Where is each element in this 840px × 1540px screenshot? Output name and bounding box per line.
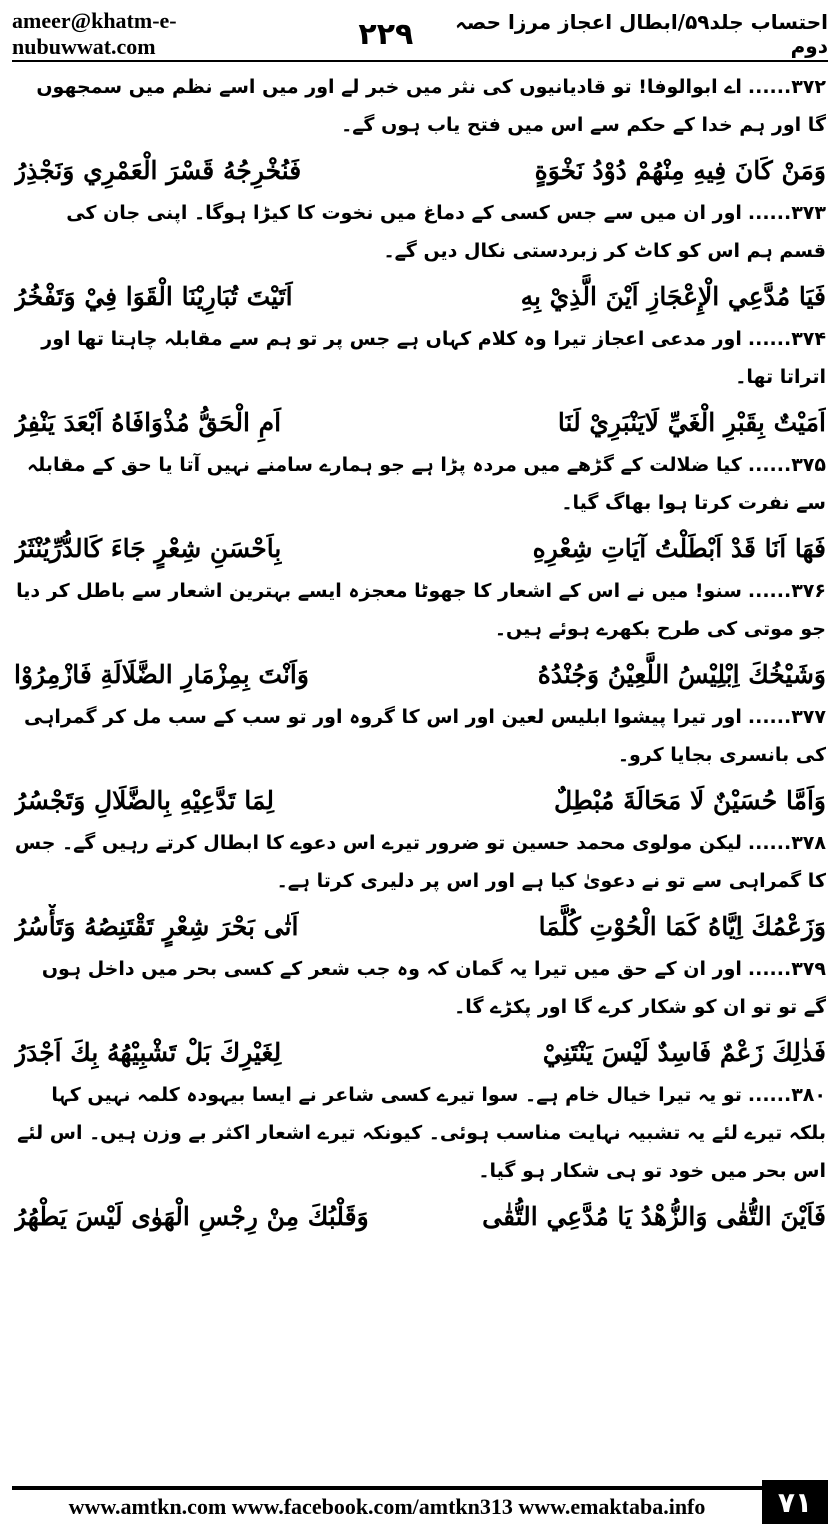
urdu-translation <box>14 1076 826 1190</box>
verse-first-hemistich: وَاَمَّا حُسَيْنٌ لَا مَحَالَةَ مُبْطِلٌ <box>554 786 826 815</box>
verse-number: ۳۷۷...... <box>747 706 826 728</box>
verse-second-hemistich: اَتٰى بَحْرَ شِعْرٍ تَقْتَنِصُهُ وَتَأْسُرُ <box>14 912 299 941</box>
urdu-translation <box>14 446 826 522</box>
arabic-verse <box>14 904 826 950</box>
verse-number: ۳۷۵...... <box>747 454 826 476</box>
verse-block <box>14 148 826 270</box>
verse-number: ۳۷۴...... <box>747 328 826 350</box>
verse-second-hemistich: وَقَلْبُكَ مِنْ رِجْسِ الْهَوٰى لَيْسَ يَطْهُرُ <box>14 1202 369 1231</box>
verse-block <box>14 1194 826 1240</box>
translation-text: اور تیرا پیشوا ابلیس لعین اور اس کا گروہ اور تو سب کے سب مل کر گمراہی کی بانسری بجایا کرو۔ <box>24 706 826 766</box>
arabic-verse <box>14 148 826 194</box>
verse-block <box>14 274 826 396</box>
translation-text: تو یہ تیرا خیال خام ہے۔ سوا تیرے کسی شاعر نے ایسا بیہودہ کلمہ نہیں کہا بلکہ تیرے لئے یہ تشبیہ نہایت مناسب ہوئی۔ کیونکہ تیرے اشعار اکثر بے وزن ہیں۔ اس لئے اس بحر میں خود تو ہی شکار ہو گیا۔ <box>17 1084 826 1182</box>
urdu-translation <box>14 572 826 648</box>
verse-second-hemistich: لِمَا تَدَّعِيْهِ بِالضَّلَالِ وَتَجْسُرُ <box>14 786 274 815</box>
translation-text: اور مدعی اعجاز تیرا وہ کلام کہاں ہے جس پر تو ہم سے مقابلہ چاہتا تھا اور اتراتا تھا۔ <box>41 328 826 388</box>
verse-number: ۳۷۲...... <box>747 76 826 98</box>
verse-number: ۳۷۸...... <box>747 832 826 854</box>
verse-first-hemistich: وَمَنْ كَانَ فِيهِ مِنْهُمْ دُوْدُ نَخْوَةٍ <box>534 156 826 185</box>
verse-first-hemistich: فَيَا مُدَّعِي الْإِعْجَازِ اَيْنَ الَّذِيْ بِهِ <box>520 282 826 311</box>
verse-first-hemistich: فَاَيْنَ التُّقٰى وَالزُّهْدُ يَا مُدَّعِي التُّقٰى <box>482 1202 826 1231</box>
page-header <box>12 8 828 59</box>
verse-second-hemistich: بِاَحْسَنِ شِعْرٍ جَاءَ كَالدُّرِّيُنْثَرُ <box>14 534 282 563</box>
verse-first-hemistich: فَذٰلِكَ زَعْمٌ فَاسِدٌ لَيْسَ يَنْتَنِيْ <box>542 1038 826 1067</box>
footer-links[interactable]: www.amtkn.com www.facebook.com/amtkn313 www.emaktaba.info <box>68 1494 706 1519</box>
translation-text: اور ان کے حق میں تیرا یہ گمان کہ وہ جب شعر کے کسی بحر میں داخل ہوں گے تو تو ان کو شکار کرے گا اور پکڑے گا۔ <box>41 958 826 1018</box>
urdu-translation <box>14 824 826 900</box>
header-page-number: ۲۲۹ <box>358 16 414 52</box>
urdu-translation <box>14 320 826 396</box>
urdu-translation <box>14 68 826 144</box>
translation-text: اے ابوالوفا! تو قادیانیوں کی نثر میں خبر لے اور میں اسے نظم میں سمجھوں گا اور ہم خدا کے حکم سے اس میں فتح یاب ہوں گے۔ <box>36 76 826 136</box>
arabic-verse <box>14 1030 826 1076</box>
page-content <box>14 68 826 1468</box>
verse-block <box>14 652 826 774</box>
verse-first-hemistich: اَمَيْتٌ بِقَبْرِ الْغَيِّ لَايَنْبَرِيْ لَنَا <box>557 408 826 437</box>
header-book-title: احتساب جلد۵۹/ابطال اعجاز مرزا حصہ دوم <box>455 10 828 58</box>
verse-first-hemistich: وَشَيْخُكَ اِبْلِيْسُ اللَّعِيْنُ وَجُنْدُهُ <box>537 660 826 689</box>
urdu-translation <box>14 698 826 774</box>
verse-block <box>14 1030 826 1190</box>
verse-block <box>14 526 826 648</box>
verse-second-hemistich: فَنُخْرِجُهُ قَسْرَ الْعَمْرِي وَنَجْذِرُ <box>14 156 302 185</box>
verse-second-hemistich: اَمِ الْحَقُّ مُذْوَافَاهُ اَبْعَدَ يَنْفِرُ <box>14 408 282 437</box>
verse-block <box>14 400 826 522</box>
translation-text: اور ان میں سے جس کسی کے دماغ میں نخوت کا کیڑا ہوگا۔ اپنی جان کی قسم ہم اس کو کاٹ کر زبردستی نکال دیں گے۔ <box>66 202 826 262</box>
verse-number: ۳۸۰...... <box>747 1084 826 1106</box>
translation-text: لیکن مولوی محمد حسین تو ضرور تیرے اس دعوے کا ابطال کرتے رہیں گے۔ جس کا گمراہی سے تو نے دعویٰ کیا ہے اور اس پر دلیری کرتا ہے۔ <box>14 832 826 892</box>
arabic-verse <box>14 274 826 320</box>
arabic-verse <box>14 526 826 572</box>
footer-bar <box>12 1480 762 1524</box>
verse-block <box>14 778 826 900</box>
page-footer <box>12 1480 828 1524</box>
urdu-translation <box>14 950 826 1026</box>
translation-text: سنو! میں نے اس کے اشعار کا جھوٹا معجزہ ایسے بہترین اشعار سے باطل کر دیا جو موتی کی طرح بکھرے ہوئے ہیں۔ <box>16 580 826 640</box>
arabic-verse <box>14 778 826 824</box>
arabic-verse <box>14 1194 826 1240</box>
verse-block <box>14 904 826 1026</box>
verse-first-hemistich: فَهَا اَنَا قَدْ اَبْطَلْتُ آيَاتِ شِعْرِهِ <box>532 534 826 563</box>
verse-number: ۳۷۶...... <box>747 580 826 602</box>
verse-second-hemistich: لِغَيْرِكَ بَلْ تَشْبِيْهُهُ بِكَ اَجْدَرُ <box>14 1038 282 1067</box>
urdu-translation <box>14 194 826 270</box>
arabic-verse <box>14 652 826 698</box>
verse-number: ۳۷۹...... <box>747 958 826 980</box>
translation-text: کیا ضلالت کے گڑھے میں مردہ پڑا ہے جو ہمارے سامنے نہیں آتا یا حق کے مقابلہ سے نفرت کرتا ہوا بھاگ گیا۔ <box>26 454 826 514</box>
header-divider <box>12 60 828 62</box>
arabic-verse <box>14 400 826 446</box>
header-email[interactable]: ameer@khatm-e-nubuwwat.com <box>12 8 177 59</box>
footer-page-number: ۷۱ <box>762 1480 828 1524</box>
verse-block <box>14 68 826 144</box>
verse-second-hemistich: اَتَيْتَ تُبَارِيْنَا الْقَوَا فِيْ وَتَفْخُرُ <box>14 282 293 311</box>
verse-second-hemistich: وَاَنْتَ بِمِزْمَارِ الضَّلَالَةِ فَازْمِرُوْا <box>14 660 309 689</box>
verse-first-hemistich: وَزَعْمُكَ اِيَّاهُ كَمَا الْحُوْتِ كُلَّمَا <box>538 912 826 941</box>
verse-number: ۳۷۳...... <box>747 202 826 224</box>
